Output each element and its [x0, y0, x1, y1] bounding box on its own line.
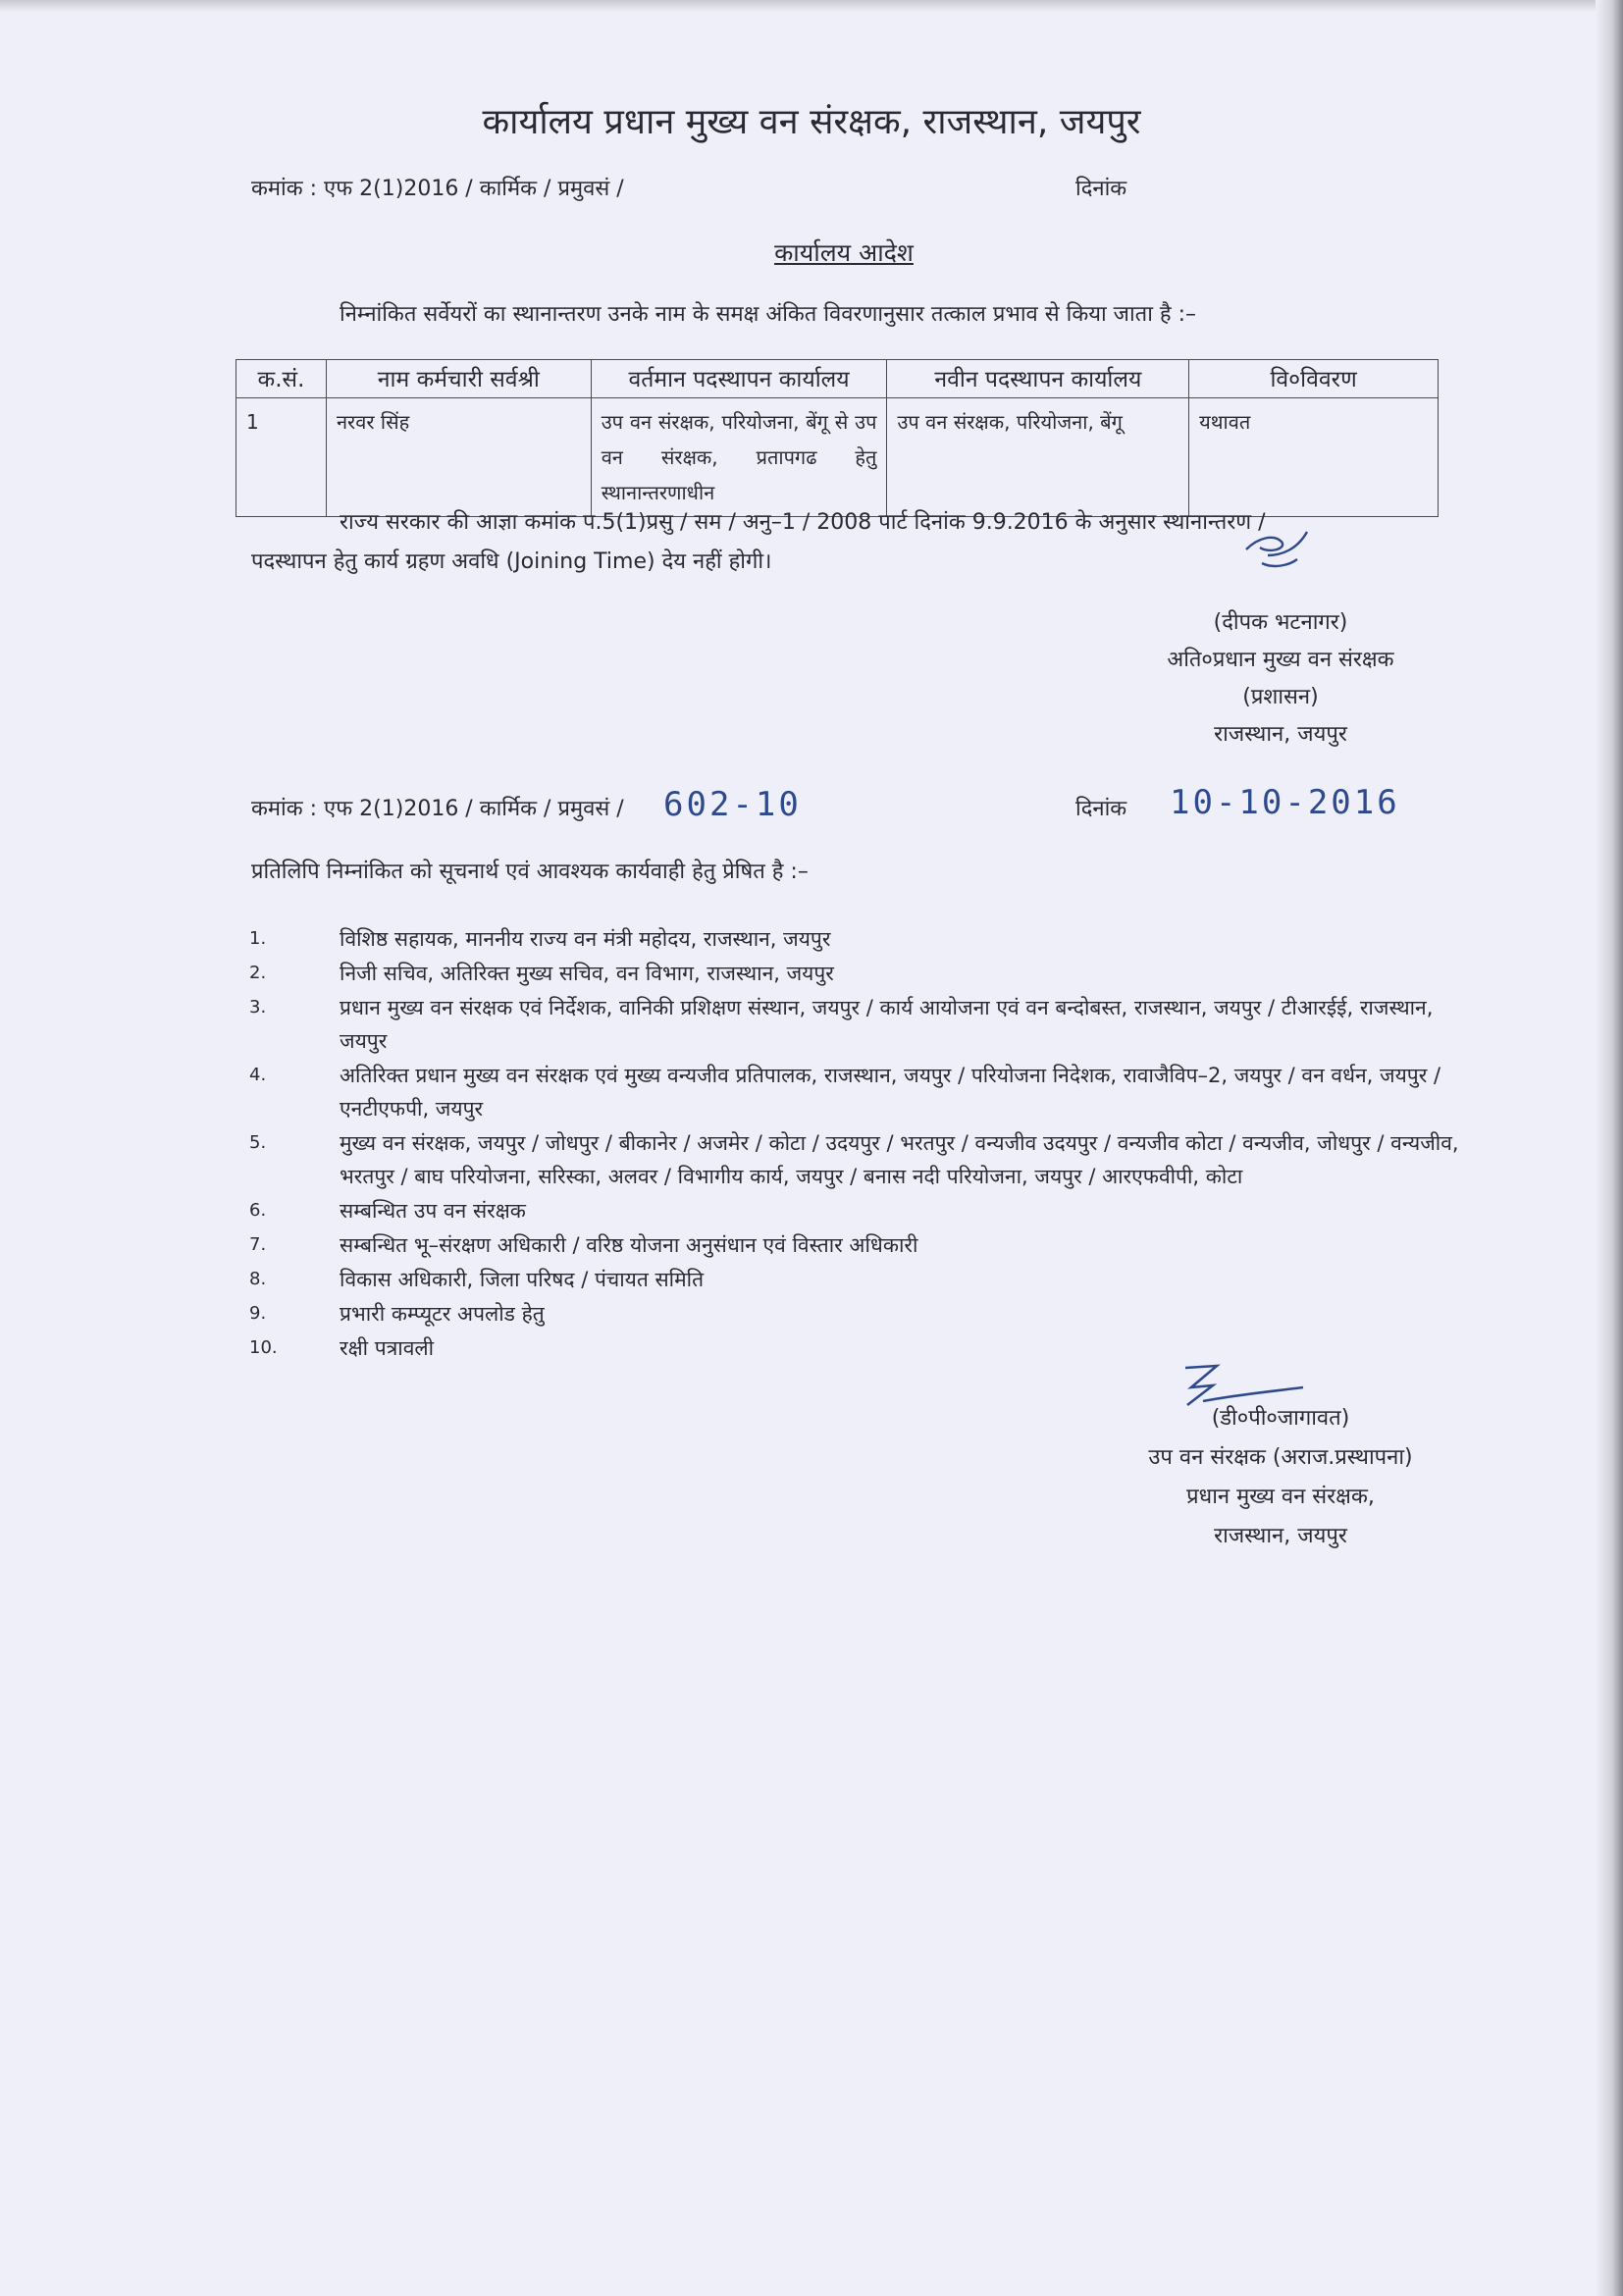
handwritten-date: 10-10-2016 — [1170, 783, 1400, 822]
list-item: 2. निजी सचिव, अतिरिक्त मुख्य सचिव, वन विभाग, राजस्थान, जयपुर — [249, 962, 834, 985]
copy-intro: प्रतिलिपि निम्नांकित को सूचनार्थ एवं आवश्यक कार्यवाही हेतु प्रेषित है :– — [251, 860, 809, 884]
column-header: नाम कर्मचारी सर्वश्री — [326, 360, 591, 398]
signatory-2-name: (डी०पी०जागावत) — [1211, 1406, 1350, 1431]
table-row — [236, 398, 1439, 517]
order-heading: कार्यालय आदेश — [774, 238, 914, 267]
column-header: वर्तमान पदस्थापन कार्यालय — [591, 360, 887, 398]
list-item: 9. प्रभारी कम्प्यूटर अपलोड हेतु — [249, 1302, 545, 1326]
scan-top-edge — [0, 0, 1623, 12]
list-item: 7. सम्बन्धित भू–संरक्षण अधिकारी / वरिष्ठ योजना अनुसंधान एवं विस्तार अधिकारी — [249, 1233, 918, 1257]
serial-cell: 1 — [236, 398, 327, 517]
reference-number: कमांक : एफ 2(1)2016 / कार्मिक / प्रमुवसं / — [251, 177, 624, 201]
employee-name-cell: नरवर सिंह — [326, 398, 591, 517]
column-header: वि०विवरण — [1189, 360, 1439, 398]
list-item: 5. मुख्य वन संरक्षक, जयपुर / जोधपुर / बीकानेर / अजमेर / कोटा / उदयपुर / भरतपुर / वन्यजीव उदयपुर / वन्यजीव कोटा / वन्यजीव, जोधपुर / वन्यजीव, भरतपुर / बाघ परियोजना, सरिस्का, अलवर / विभागीय कार्य, जयपुर / बनास नदी परियोजना, जयपुर / आरएफवीपी, कोटा — [249, 1131, 1459, 1188]
signatory-1-place: राजस्थान, जयपुर — [1214, 722, 1347, 747]
signatory-1-designation: अति०प्रधान मुख्य वन संरक्षक — [1167, 648, 1394, 672]
office-title: कार्यालय प्रधान मुख्य वन संरक्षक, राजस्थान, जयपुर — [482, 102, 1141, 142]
column-header: क.सं. — [236, 360, 327, 398]
transfer-table — [236, 359, 1439, 517]
signatory-1-name: (दीपक भटनागर) — [1213, 610, 1348, 635]
handwritten-dispatch-number: 602-10 — [663, 785, 802, 824]
list-item: 3. प्रधान मुख्य वन संरक्षक एवं निर्देशक, वानिकी प्रशिक्षण संस्थान, जयपुर / कार्य आयोजना एवं वन बन्दोबस्त, राजस्थान, जयपुर / टीआरईई, राजस्थान, जयपुर — [249, 996, 1434, 1053]
signatory-1-block — [1050, 604, 1511, 754]
list-item: 4. अतिरिक्त प्रधान मुख्य वन संरक्षक एवं मुख्य वन्यजीव प्रतिपालक, राजस्थान, जयपुर / परियोजना निदेशक, रावाजैविप–2, जयपुर / वन वर्धन, जयपुर / एनटीएफपी, जयपुर — [249, 1064, 1441, 1121]
copy-reference-number: कमांक : एफ 2(1)2016 / कार्मिक / प्रमुवसं / — [251, 797, 624, 821]
column-header: नवीन पदस्थापन कार्यालय — [887, 360, 1189, 398]
remarks-cell: यथावत — [1189, 398, 1439, 517]
signatory-2-block — [1050, 1399, 1511, 1556]
copy-recipient-list — [249, 922, 1468, 1366]
signatory-2-place: राजस्थान, जयपुर — [1214, 1524, 1347, 1548]
copy-date-label: दिनांक — [1075, 797, 1127, 821]
signatory-2-designation: उप वन संरक्षक (अराज.प्रस्थापना) — [1148, 1445, 1413, 1470]
list-item: 10. रक्षी पत्रावली — [249, 1336, 435, 1360]
signatory-2-office: प्रधान मुख्य वन संरक्षक, — [1186, 1485, 1375, 1509]
scan-right-edge — [1596, 0, 1623, 2296]
list-item: 6. सम्बन्धित उप वन संरक्षक — [249, 1199, 526, 1223]
signature-1-icon — [1238, 520, 1317, 579]
order-note-line-1: राज्य सरकार की आज्ञा कमांक प.5(1)प्रसु / सम / अनु–1 / 2008 पार्ट दिनांक 9.9.2016 के अनुसार स्थानान्तरण / — [340, 510, 1266, 535]
date-label: दिनांक — [1075, 177, 1127, 201]
table-header-row — [236, 360, 1439, 398]
signatory-1-dept: (प्रशासन) — [1242, 685, 1319, 709]
list-item: 8. विकास अधिकारी, जिला परिषद / पंचायत समिति — [249, 1268, 705, 1291]
new-posting-cell: उप वन संरक्षक, परियोजना, बेंगू — [887, 398, 1189, 517]
current-posting-cell: उप वन संरक्षक, परियोजना, बेंगू से उप वन संरक्षक, प्रतापगढ हेतु स्थानान्तरणाधीन — [591, 398, 887, 517]
order-intro: निम्नांकित सर्वेयरों का स्थानान्तरण उनके नाम के समक्ष अंकित विवरणानुसार तत्काल प्रभाव से किया जाता है :– — [340, 302, 1197, 327]
list-item: 1. विशिष्ठ सहायक, माननीय राज्य वन मंत्री महोदय, राजस्थान, जयपुर — [249, 927, 831, 951]
order-note-line-2: पदस्थापन हेतु कार्य ग्रहण अवधि (Joining Time) देय नहीं होगी। — [251, 549, 772, 574]
